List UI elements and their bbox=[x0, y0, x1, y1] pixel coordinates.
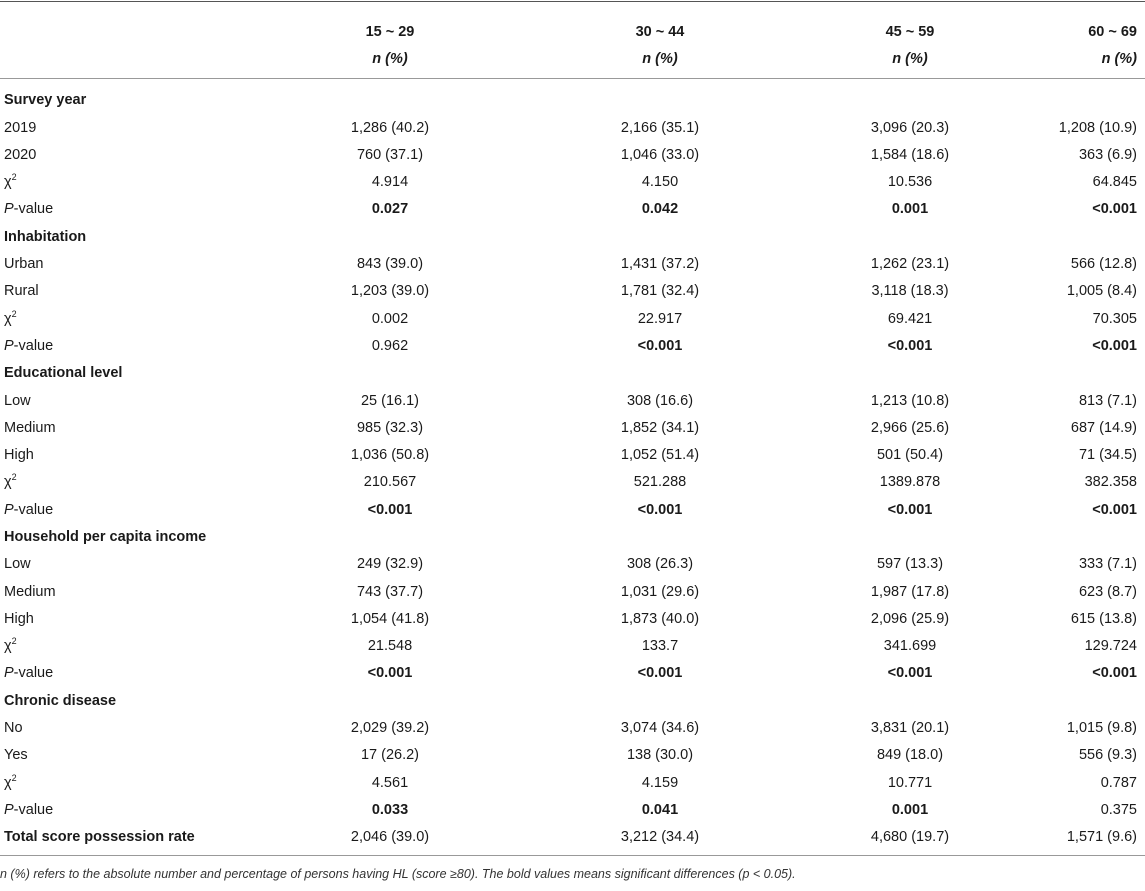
table-cell: 556 (9.3) bbox=[1078, 747, 1137, 764]
table-cell: 3,118 (18.3) bbox=[871, 283, 949, 300]
row-label-text: High bbox=[4, 447, 34, 464]
row-label-text: P bbox=[4, 801, 14, 818]
table-cell: 623 (8.7) bbox=[1078, 583, 1137, 600]
row-label-text: P bbox=[4, 665, 14, 682]
table-cell: 1,213 (10.8) bbox=[870, 392, 950, 409]
table-cell: 70.305 bbox=[1092, 310, 1137, 327]
table-cell: 1,571 (9.6) bbox=[1066, 829, 1137, 846]
table-cell: 363 (6.9) bbox=[1078, 146, 1137, 163]
column-unit-label: n (%) bbox=[372, 50, 408, 67]
row-label-suffix: -value bbox=[13, 201, 54, 218]
row-label bbox=[0, 796, 255, 823]
table-cell: 2,166 (35.1) bbox=[620, 119, 700, 136]
row-label bbox=[0, 605, 255, 632]
table-cell: 308 (26.3) bbox=[626, 556, 694, 573]
table-row bbox=[0, 441, 1145, 468]
superscript: 2 bbox=[11, 308, 17, 319]
table-cell: <0.001 bbox=[887, 665, 933, 682]
table-cell: 615 (13.8) bbox=[1070, 610, 1137, 627]
table-cell: <0.001 bbox=[637, 501, 683, 518]
table-cell: 3,831 (20.1) bbox=[870, 720, 950, 737]
table-row bbox=[0, 196, 1145, 223]
table-cell: 0.042 bbox=[641, 201, 679, 218]
column-header-45-59: 45 ~ 59 bbox=[885, 23, 935, 40]
table-cell: 843 (39.0) bbox=[356, 256, 424, 273]
table-cell: 2,046 (39.0) bbox=[350, 829, 430, 846]
table-row bbox=[0, 496, 1145, 523]
row-label-text: χ bbox=[4, 474, 12, 491]
table-cell: 133.7 bbox=[641, 638, 679, 655]
table-cell: 1,873 (40.0) bbox=[620, 610, 700, 627]
row-label bbox=[0, 578, 255, 605]
table-cell: 849 (18.0) bbox=[876, 747, 944, 764]
table-cell: 597 (13.3) bbox=[876, 556, 944, 573]
row-label bbox=[0, 387, 255, 414]
table-row bbox=[0, 714, 1145, 741]
table-cell: 10.536 bbox=[887, 174, 933, 191]
row-label-text: Medium bbox=[4, 419, 56, 436]
table-cell: <0.001 bbox=[1092, 501, 1137, 518]
row-label-suffix: -value bbox=[13, 801, 54, 818]
table-cell: 4.159 bbox=[641, 774, 679, 791]
table-cell: 25 (16.1) bbox=[360, 392, 420, 409]
table-cell: 1,054 (41.8) bbox=[350, 610, 430, 627]
table-cell: <0.001 bbox=[887, 337, 933, 354]
table-bottom-rule bbox=[0, 855, 1145, 856]
table-cell: 2,096 (25.9) bbox=[870, 610, 950, 627]
row-label bbox=[0, 305, 255, 332]
header-bottom-rule bbox=[0, 78, 1145, 79]
table-cell: <0.001 bbox=[637, 665, 683, 682]
table-cell: 1,052 (51.4) bbox=[620, 447, 700, 464]
table-cell: 1,286 (40.2) bbox=[350, 119, 430, 136]
table-cell: 249 (32.9) bbox=[356, 556, 424, 573]
table-cell: 382.358 bbox=[1084, 474, 1137, 491]
table-cell: 3,096 (20.3) bbox=[870, 119, 950, 136]
row-label bbox=[0, 414, 255, 441]
row-label-text: Low bbox=[4, 556, 31, 573]
table-cell: 1,203 (39.0) bbox=[350, 283, 430, 300]
row-label-text: P bbox=[4, 201, 14, 218]
row-label bbox=[0, 769, 255, 796]
section-title: Educational level bbox=[4, 365, 123, 382]
table-row bbox=[0, 278, 1145, 305]
row-label-text: χ bbox=[4, 638, 12, 655]
column-unit-label: n (%) bbox=[892, 50, 928, 67]
row-label-text: P bbox=[4, 501, 14, 518]
row-label bbox=[0, 332, 255, 359]
superscript: 2 bbox=[11, 472, 17, 483]
table-cell: 0.375 bbox=[1100, 801, 1137, 818]
table-row bbox=[0, 141, 1145, 168]
table-cell: <0.001 bbox=[637, 337, 683, 354]
row-label bbox=[0, 441, 255, 468]
table-row bbox=[0, 414, 1145, 441]
table-cell: 2,966 (25.6) bbox=[870, 419, 950, 436]
table-cell: 1,046 (33.0) bbox=[620, 146, 700, 163]
table-cell: 687 (14.9) bbox=[1070, 419, 1137, 436]
table-cell: <0.001 bbox=[887, 501, 933, 518]
row-label-text: Yes bbox=[4, 747, 28, 764]
superscript: 2 bbox=[11, 636, 17, 647]
table-cell: 1,584 (18.6) bbox=[870, 146, 950, 163]
row-label-text: Rural bbox=[4, 283, 39, 300]
table-row bbox=[0, 742, 1145, 769]
row-label bbox=[0, 141, 255, 168]
row-label bbox=[0, 168, 255, 195]
total-row bbox=[0, 824, 1145, 851]
table-cell: 1389.878 bbox=[879, 474, 941, 491]
table-cell: 566 (12.8) bbox=[1070, 256, 1137, 273]
table-cell: <0.001 bbox=[1092, 665, 1137, 682]
row-label-text: P bbox=[4, 337, 14, 354]
superscript: 2 bbox=[11, 172, 17, 183]
row-label bbox=[0, 114, 255, 141]
row-label-suffix: -value bbox=[13, 665, 54, 682]
section-header-row bbox=[0, 223, 1145, 250]
section-title: Household per capita income bbox=[4, 528, 207, 545]
table-cell: 4.150 bbox=[641, 174, 679, 191]
table-row bbox=[0, 633, 1145, 660]
row-label bbox=[0, 496, 255, 523]
section-header-row bbox=[0, 87, 1145, 114]
table-cell: 3,074 (34.6) bbox=[620, 720, 700, 737]
table-footnote: n (%) refers to the absolute number and percentage of persons having HL (score ≥80). The bold values means significant differences (p < 0.05). bbox=[0, 867, 796, 881]
row-label bbox=[0, 551, 255, 578]
table-cell: 0.001 bbox=[891, 801, 929, 818]
row-label bbox=[0, 714, 255, 741]
table-cell: 17 (26.2) bbox=[360, 747, 420, 764]
header-row-range bbox=[0, 18, 1145, 45]
table-cell: 0.027 bbox=[371, 201, 409, 218]
table-cell: 521.288 bbox=[633, 474, 687, 491]
table-cell: 1,431 (37.2) bbox=[620, 256, 700, 273]
table-cell: 129.724 bbox=[1084, 638, 1137, 655]
table-cell: 501 (50.4) bbox=[876, 447, 944, 464]
table-cell: 4.914 bbox=[371, 174, 409, 191]
table-cell: 0.033 bbox=[371, 801, 409, 818]
table-cell: 1,781 (32.4) bbox=[620, 283, 700, 300]
table-cell: 138 (30.0) bbox=[626, 747, 694, 764]
table-cell: <0.001 bbox=[367, 665, 413, 682]
table-cell: 308 (16.6) bbox=[626, 392, 694, 409]
table-cell: 4,680 (19.7) bbox=[870, 829, 950, 846]
row-label bbox=[0, 469, 255, 496]
table-row bbox=[0, 578, 1145, 605]
table-row bbox=[0, 660, 1145, 687]
table-cell: 0.787 bbox=[1100, 774, 1137, 791]
table-cell: 1,031 (29.6) bbox=[620, 583, 700, 600]
table-row bbox=[0, 332, 1145, 359]
table-cell: 1,262 (23.1) bbox=[870, 256, 950, 273]
table-row bbox=[0, 605, 1145, 632]
section-title: Survey year bbox=[4, 92, 87, 109]
table-cell: 1,005 (8.4) bbox=[1066, 283, 1137, 300]
table-cell: 210.567 bbox=[363, 474, 417, 491]
total-label: Total score possession rate bbox=[4, 829, 195, 846]
column-header-15-29: 15 ~ 29 bbox=[365, 23, 415, 40]
table-cell: 69.421 bbox=[887, 310, 933, 327]
column-unit-label: n (%) bbox=[1101, 50, 1137, 67]
table-cell: 71 (34.5) bbox=[1078, 447, 1137, 464]
header-row-unit bbox=[0, 45, 1145, 72]
row-label-text: High bbox=[4, 610, 34, 627]
table-row bbox=[0, 250, 1145, 277]
row-label-text: χ bbox=[4, 310, 12, 327]
table-cell: 341.699 bbox=[883, 638, 937, 655]
column-header-30-44: 30 ~ 44 bbox=[635, 23, 685, 40]
row-label-text: 2020 bbox=[4, 146, 37, 163]
table-cell: 2,029 (39.2) bbox=[350, 720, 430, 737]
table-cell: <0.001 bbox=[367, 501, 413, 518]
row-label-text: 2019 bbox=[4, 119, 37, 136]
table-row bbox=[0, 469, 1145, 496]
table-cell: 0.041 bbox=[641, 801, 679, 818]
table-cell: 1,208 (10.9) bbox=[1058, 119, 1137, 136]
row-label bbox=[0, 250, 255, 277]
row-label bbox=[0, 196, 255, 223]
superscript: 2 bbox=[11, 772, 17, 783]
table-row bbox=[0, 114, 1145, 141]
table-cell: 985 (32.3) bbox=[356, 419, 424, 436]
table-cell: 3,212 (34.4) bbox=[620, 829, 700, 846]
table-cell: 21.548 bbox=[367, 638, 413, 655]
table-cell: 0.001 bbox=[891, 201, 929, 218]
row-label bbox=[0, 742, 255, 769]
table-cell: 1,987 (17.8) bbox=[870, 583, 950, 600]
section-title: Chronic disease bbox=[4, 692, 117, 709]
table-cell: 743 (37.7) bbox=[356, 583, 424, 600]
table-cell: 333 (7.1) bbox=[1078, 556, 1137, 573]
column-header-60-69: 60 ~ 69 bbox=[1088, 23, 1137, 40]
table-cell: 22.917 bbox=[637, 310, 683, 327]
row-label bbox=[0, 660, 255, 687]
section-header-row bbox=[0, 360, 1145, 387]
table-row bbox=[0, 796, 1145, 823]
row-label-suffix: -value bbox=[13, 501, 54, 518]
table-cell: 4.561 bbox=[371, 774, 409, 791]
table-cell: <0.001 bbox=[1092, 201, 1137, 218]
row-label-text: χ bbox=[4, 774, 12, 791]
table-cell: 0.962 bbox=[371, 337, 409, 354]
table-row bbox=[0, 387, 1145, 414]
table-cell: 760 (37.1) bbox=[356, 146, 424, 163]
section-header-row bbox=[0, 523, 1145, 550]
table-cell: 64.845 bbox=[1092, 174, 1137, 191]
table-row bbox=[0, 551, 1145, 578]
table-cell: 1,852 (34.1) bbox=[620, 419, 700, 436]
table-cell: 813 (7.1) bbox=[1078, 392, 1137, 409]
row-label-text: χ bbox=[4, 174, 12, 191]
row-label-text: No bbox=[4, 720, 23, 737]
section-header-row bbox=[0, 687, 1145, 714]
table-row bbox=[0, 769, 1145, 796]
section-title: Inhabitation bbox=[4, 228, 87, 245]
table-cell: 1,036 (50.8) bbox=[350, 447, 430, 464]
table-row bbox=[0, 168, 1145, 195]
row-label bbox=[0, 278, 255, 305]
row-label-text: Low bbox=[4, 392, 31, 409]
table-cell: <0.001 bbox=[1092, 337, 1137, 354]
column-unit-label: n (%) bbox=[642, 50, 678, 67]
row-label bbox=[0, 633, 255, 660]
table-cell: 10.771 bbox=[887, 774, 933, 791]
table-cell: 1,015 (9.8) bbox=[1066, 720, 1137, 737]
row-label-suffix: -value bbox=[13, 337, 54, 354]
row-label-text: Urban bbox=[4, 256, 44, 273]
table-cell: 0.002 bbox=[371, 310, 409, 327]
table-row bbox=[0, 305, 1145, 332]
row-label-text: Medium bbox=[4, 583, 56, 600]
